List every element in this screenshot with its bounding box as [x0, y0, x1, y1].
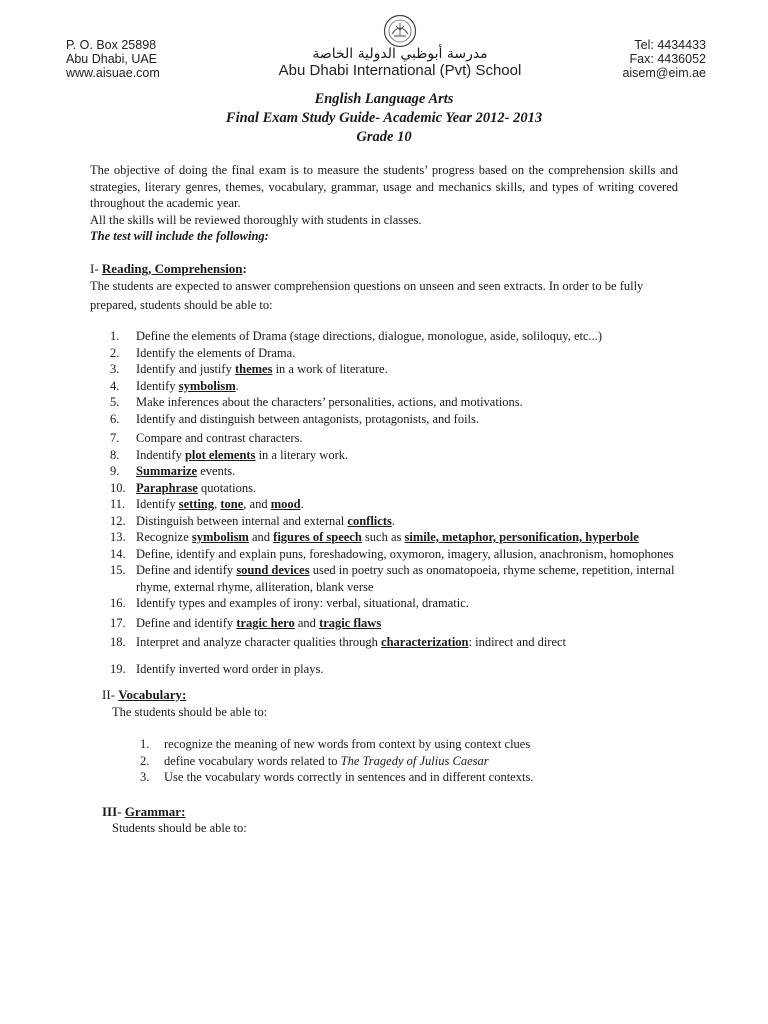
- key-term: tone: [220, 497, 244, 511]
- section-intro: The students should be able to:: [112, 704, 268, 719]
- item-text: recognize the meaning of new words from context by using context clues: [164, 737, 531, 751]
- item-text: Identify inverted word order in plays.: [136, 661, 324, 676]
- section-title: Reading, Comprehension: [101, 260, 243, 276]
- item-number: 1.: [110, 329, 120, 343]
- item-number: 10.: [110, 480, 126, 495]
- title-reference: The Tragedy of Julius Caesar: [340, 753, 489, 768]
- list-item: [90, 595, 678, 612]
- key-term: simile, metaphor, personification, hyperbole: [404, 530, 639, 544]
- item-text: quotations.: [197, 480, 257, 495]
- key-term: tragic hero: [236, 615, 295, 630]
- item-text: such as: [361, 530, 405, 544]
- document-title: [0, 90, 768, 147]
- item-text: used in poetry such as onomatopoeia, rhyme scheme, repetition, internal rhyme, external rhyme, alliteration, blank verse: [136, 563, 675, 594]
- section-title: Grammar:: [124, 803, 186, 819]
- item-text: Make inferences about the characters’ personalities, actions, and motivations.: [136, 395, 523, 409]
- item-text: Interpret and analyze character qualities through: [136, 635, 382, 649]
- list-item: [90, 411, 678, 428]
- header-contact-right: [622, 38, 706, 80]
- item-text: .: [391, 513, 395, 528]
- item-text: .: [235, 378, 239, 393]
- item-number: 6.: [110, 411, 120, 426]
- item-text: : indirect and direct: [468, 635, 567, 649]
- key-term: themes: [234, 362, 273, 376]
- item-text: Define, identify and explain puns, foreshadowing, oxymoron, imagery, allusion, anachronism, homophones: [136, 546, 674, 561]
- section-grammar: [102, 804, 678, 837]
- telephone: Tel: 4434433: [634, 38, 706, 52]
- document-body: [90, 162, 678, 837]
- item-text: and: [248, 530, 274, 544]
- list-item: [90, 615, 678, 632]
- item-number: 17.: [110, 615, 126, 630]
- fax: Fax: 4436052: [629, 52, 706, 66]
- key-term: conflicts: [347, 513, 392, 528]
- key-term: symbolism: [178, 378, 236, 393]
- item-number: 14.: [110, 546, 126, 561]
- section-number: II-: [102, 687, 115, 702]
- list-item: [90, 430, 678, 447]
- item-text: Recognize: [136, 530, 192, 544]
- section-colon: :: [242, 260, 247, 276]
- list-item: [90, 345, 678, 362]
- item-text: Distinguish between internal and external: [136, 513, 348, 528]
- section-heading: [90, 261, 678, 278]
- intro-review-line: All the skills will be reviewed thoroughly with students in classes.: [90, 212, 422, 227]
- item-number: 18.: [110, 635, 126, 649]
- section-intro: The students are expected to answer comprehension questions on unseen and seen extracts. In order to be fully prepared, students should be able to:: [90, 279, 644, 312]
- item-text: in a literary work.: [255, 447, 349, 462]
- section-title: Vocabulary:: [118, 687, 187, 702]
- key-term: tragic flaws: [319, 615, 382, 630]
- list-item: [90, 661, 678, 678]
- list-item: [90, 634, 678, 651]
- intro-test-line: The test will include the following:: [90, 229, 269, 243]
- item-text: Compare and contrast characters.: [136, 431, 303, 445]
- list-item: [90, 513, 678, 530]
- key-term: plot elements: [184, 447, 256, 462]
- list-item: [90, 480, 678, 497]
- item-number: 5.: [110, 395, 120, 409]
- vocabulary-skills-list: [124, 736, 678, 786]
- item-text: Define the elements of Drama (stage directions, dialogue, monologue, aside, soliloquy, etc...): [136, 329, 603, 343]
- section-intro: Students should be able to:: [112, 821, 247, 835]
- item-number: 19.: [110, 661, 126, 676]
- item-text: events.: [197, 464, 236, 478]
- key-term: sound devices: [236, 563, 310, 577]
- school-name-arabic: مدرسة أبوظبي الدولية الخاصة: [312, 46, 488, 62]
- item-number: 2.: [110, 345, 120, 360]
- email: aisem@eim.ae: [622, 66, 706, 80]
- item-number: 1.: [140, 737, 150, 751]
- item-text: in a work of literature.: [272, 362, 388, 376]
- city: Abu Dhabi, UAE: [66, 52, 158, 66]
- item-number: 16.: [110, 596, 126, 610]
- item-text: Identify and distinguish between antagonists, protagonists, and foils.: [136, 411, 480, 426]
- item-text: ,: [214, 497, 221, 511]
- website: www.aisuae.com: [66, 66, 160, 80]
- section-heading: [102, 687, 678, 704]
- section-reading: [90, 261, 678, 678]
- header-contact-left: [66, 38, 160, 80]
- section-heading: [102, 804, 678, 821]
- item-text: , and: [243, 497, 271, 511]
- list-item: [90, 328, 678, 345]
- item-number: 11.: [110, 497, 126, 511]
- key-term: mood: [270, 497, 301, 511]
- item-number: 13.: [110, 530, 126, 544]
- item-text: Identify the elements of Drama.: [136, 345, 296, 360]
- po-box: P. O. Box 25898: [66, 38, 157, 52]
- list-item: [90, 496, 678, 513]
- item-number: 12.: [110, 513, 126, 528]
- section-vocabulary: [102, 687, 678, 786]
- item-text: Indentify: [136, 447, 185, 462]
- item-text: and: [294, 615, 320, 630]
- school-seal-icon: [380, 14, 420, 48]
- title-subject: English Language Arts: [314, 91, 454, 107]
- title-grade: Grade 10: [356, 129, 412, 145]
- item-number: 8.: [110, 447, 120, 462]
- intro-paragraph: The objective of doing the final exam is to measure the students’ progress based on the comprehension skills and strategies, literary genres, themes, vocabulary, grammar, usage and mechanics skills, and types of writing covered throughout the academic year.: [90, 163, 678, 210]
- item-number: 15.: [110, 563, 126, 577]
- item-text: Use the vocabulary words correctly in sentences and in different contexts.: [164, 770, 534, 784]
- list-item: [124, 753, 678, 770]
- list-item: [124, 736, 678, 753]
- list-item: [90, 447, 678, 464]
- key-term: figures of speech: [273, 530, 362, 544]
- list-item: [90, 546, 678, 563]
- item-text: .: [300, 497, 304, 511]
- key-term: Summarize: [136, 464, 198, 478]
- list-item: [124, 769, 678, 786]
- item-text: define vocabulary words related to: [164, 753, 341, 768]
- item-number: 9.: [110, 464, 120, 478]
- item-number: 2.: [140, 753, 150, 768]
- section-number: I-: [90, 260, 99, 276]
- key-term: characterization: [381, 635, 469, 649]
- title-guide: Final Exam Study Guide- Academic Year 2012- 2013: [225, 110, 543, 126]
- list-item: [90, 463, 678, 480]
- key-term: Paraphrase: [136, 480, 198, 495]
- section-number: III-: [102, 803, 122, 819]
- item-text: Define and identify: [136, 615, 237, 630]
- item-text: Define and identify: [136, 563, 237, 577]
- list-item: [90, 394, 678, 411]
- key-term: symbolism: [191, 530, 249, 544]
- school-name: Abu Dhabi International (Pvt) School: [278, 62, 522, 79]
- item-number: 7.: [110, 431, 120, 445]
- item-number: 3.: [140, 770, 150, 784]
- key-term: setting: [178, 497, 215, 511]
- list-item: [90, 562, 678, 595]
- item-number: 4.: [110, 378, 120, 393]
- item-number: 3.: [110, 362, 120, 376]
- item-text: Identify types and examples of irony: verbal, situational, dramatic.: [136, 596, 469, 610]
- school-header: [250, 14, 550, 79]
- item-text: Identify and justify: [136, 362, 235, 376]
- list-item: [90, 378, 678, 395]
- item-text: Identify: [136, 497, 179, 511]
- list-item: [90, 529, 678, 546]
- list-item: [90, 361, 678, 378]
- reading-skills-list: [90, 328, 678, 677]
- item-text: Identify: [136, 378, 179, 393]
